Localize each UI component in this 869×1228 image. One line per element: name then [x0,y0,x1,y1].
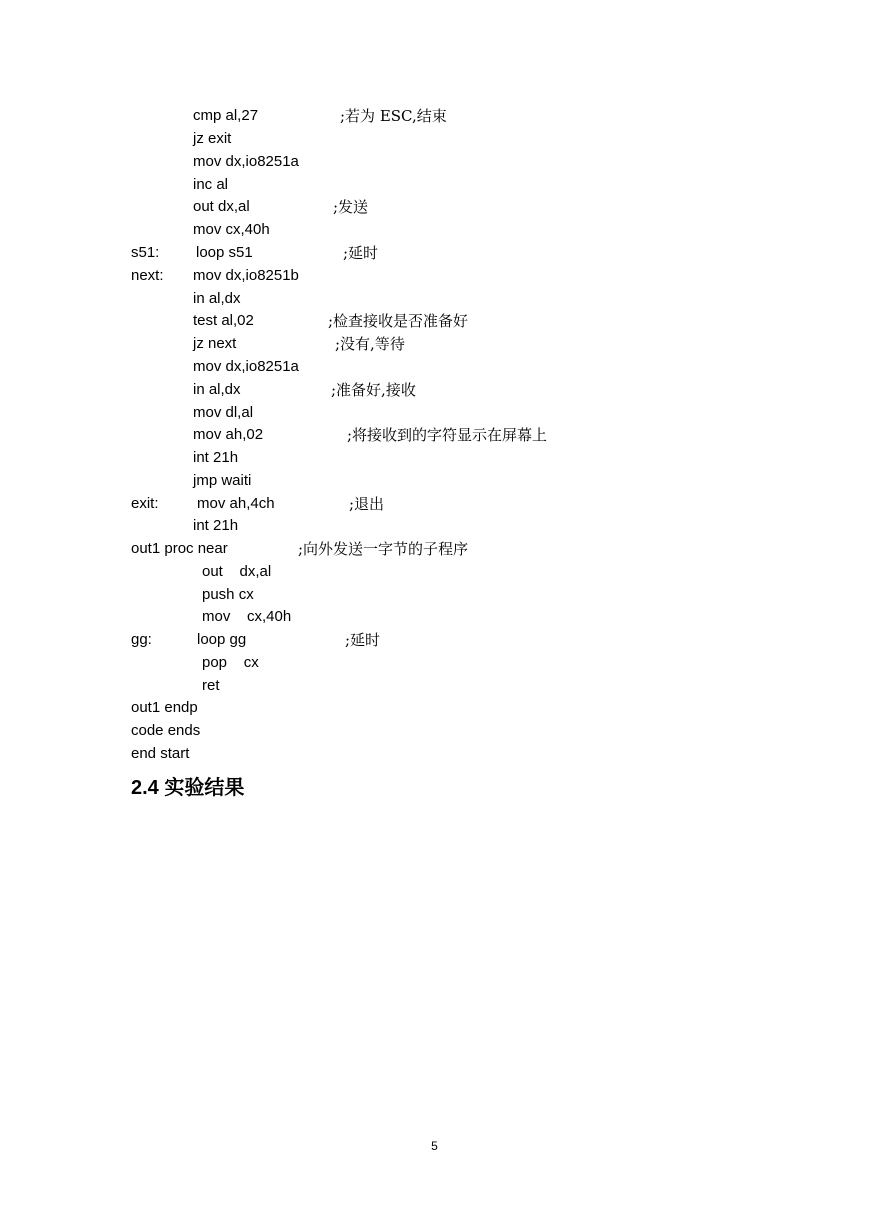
code-instruction: ret [202,677,220,694]
code-label: gg: [131,631,152,648]
code-line [0,424,869,446]
code-label: code ends [131,722,201,739]
code-instruction: jmp waiti [193,472,252,489]
code-comment: ;将接收到的字符显示在屏幕上 [347,426,548,444]
code-instruction: mov dx,io8251a [193,153,299,170]
code-label: next: [131,267,164,284]
code-instruction: int 21h [193,449,239,466]
code-instruction: mov dx,io8251a [193,358,299,375]
code-instruction: jz next [193,335,237,352]
code-label: out1 endp [131,699,198,716]
code-line [0,242,869,264]
code-instruction: inc al [193,176,229,193]
code-line [0,743,869,765]
section-heading: 2.4 实验结果 [131,777,245,799]
code-line [0,697,869,719]
code-line [0,606,869,628]
code-instruction: loop s51 [196,244,253,261]
code-instruction: in al,dx [193,290,241,307]
code-line [0,174,869,196]
code-comment: ;没有,等待 [335,335,405,353]
code-line [0,196,869,218]
code-instruction: mov cx,40h [202,608,292,625]
code-line [0,151,869,173]
code-line [0,584,869,606]
code-line [0,379,869,401]
code-line [0,288,869,310]
code-line [0,470,869,492]
code-line [0,675,869,697]
code-instruction: push cx [202,586,254,603]
code-instruction: mov dx,io8251b [193,267,299,284]
code-instruction: jz exit [193,130,232,147]
code-instruction: test al,02 [193,312,254,329]
code-instruction: loop gg [197,631,247,648]
code-line [0,105,869,127]
code-label: s51: [131,244,160,261]
code-line [0,219,869,241]
code-instruction: cmp al,27 [193,107,259,124]
code-line [0,447,869,469]
code-line [0,402,869,424]
code-instruction: in al,dx [193,381,241,398]
code-comment: ;检查接收是否准备好 [328,312,469,330]
code-instruction: mov cx,40h [193,221,270,238]
code-line [0,515,869,537]
code-instruction: out dx,al [202,563,272,580]
code-comment: ;延时 [343,244,379,262]
code-comment: ;发送 [333,198,369,216]
code-label: out1 proc near [131,540,228,557]
code-line [0,720,869,742]
code-line [0,310,869,332]
code-instruction: out dx,al [193,198,250,215]
code-line [0,629,869,651]
code-line [0,493,869,515]
code-comment: ;若为 ESC,结束 [340,107,447,125]
code-instruction: mov ah,4ch [197,495,275,512]
code-line [0,561,869,583]
code-label: exit: [131,495,159,512]
code-instruction: int 21h [193,517,239,534]
code-comment: ;退出 [349,495,385,513]
code-line [0,265,869,287]
code-comment: ;向外发送一字节的子程序 [298,540,469,558]
code-line [0,652,869,674]
code-comment: ;准备好,接收 [331,381,416,399]
code-line [0,356,869,378]
code-line [0,128,869,150]
code-line [0,538,869,560]
page-number: 5 [431,1139,438,1153]
code-line [0,333,869,355]
code-instruction: mov dl,al [193,404,254,421]
code-label: end start [131,745,190,762]
code-instruction: pop cx [202,654,259,671]
code-instruction: mov ah,02 [193,426,264,443]
code-comment: ;延时 [345,631,381,649]
